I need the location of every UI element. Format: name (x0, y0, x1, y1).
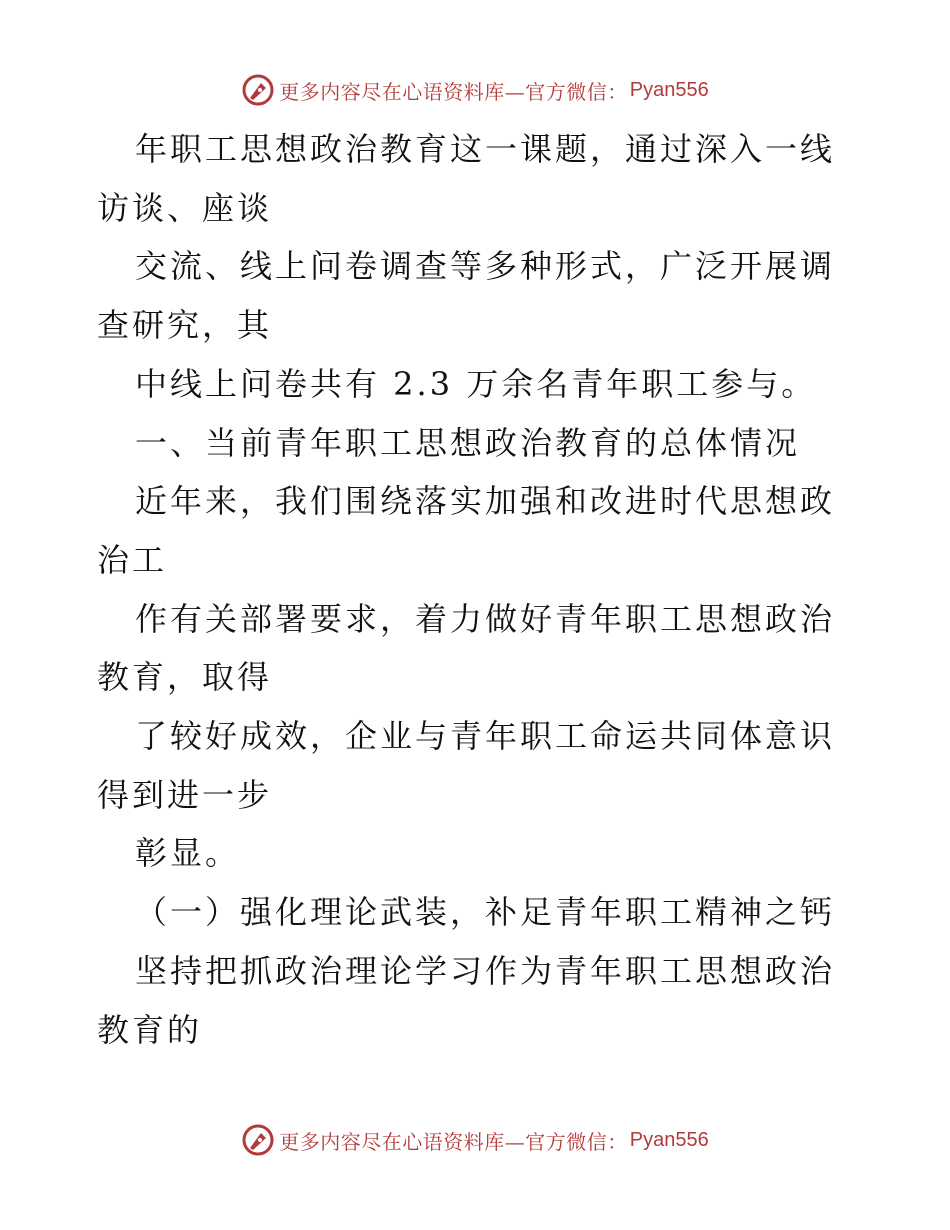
document-body (97, 120, 857, 1059)
header-watermark (0, 70, 950, 110)
subsection-heading: （一）强化理论武装，补足青年职工精神之钙 (135, 893, 836, 932)
paragraph: 彰显。 (135, 834, 241, 873)
paragraph: 了较好成效，企业与青年职工命运共同体意识得到进一步 (97, 717, 836, 814)
watermark-text: 更多内容尽在心语资料库—官方微信： (279, 79, 628, 104)
paragraph: 作有关部署要求，着力做好青年职工思想政治教育，取得 (97, 599, 836, 697)
paragraph: 近年来，我们围绕落实加强和改进时代思想政治工 (97, 482, 836, 579)
watermark-wechat-id: Pyan556 (629, 78, 709, 101)
footer-watermark (0, 1120, 950, 1160)
section-heading: 一、当前青年职工思想政治教育的总体情况 (135, 423, 801, 462)
paragraph: 中线上问卷共有 2.3 万余名青年职工参与。 (135, 364, 817, 403)
pen-nib-logo-icon (241, 1123, 275, 1157)
watermark-text: 更多内容尽在心语资料库—官方微信： (279, 1129, 628, 1154)
watermark-wechat-id: Pyan556 (629, 1128, 709, 1151)
paragraph: 年职工思想政治教育这一课题，通过深入一线访谈、座谈 (97, 130, 836, 227)
paragraph: 坚持把抓政治理论学习作为青年职工思想政治教育的 (97, 951, 836, 1049)
pen-nib-logo-icon (241, 73, 275, 107)
paragraph: 交流、线上问卷调查等多种形式，广泛开展调查研究，其 (97, 247, 836, 345)
